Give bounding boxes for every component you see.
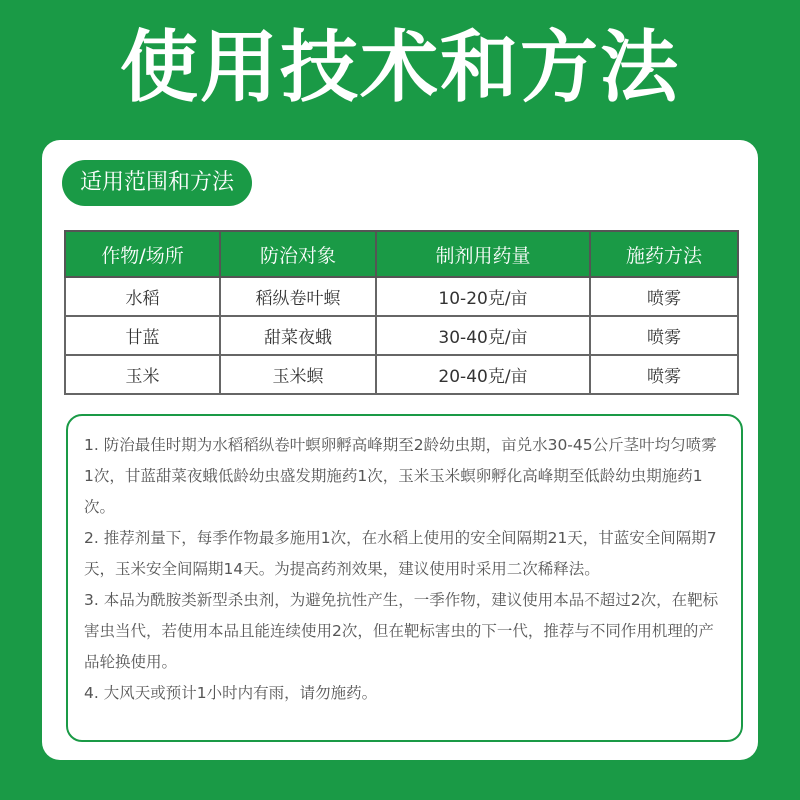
cell-target: 甜菜夜蛾 <box>220 316 376 355</box>
page-title: 使用技术和方法 <box>119 23 680 113</box>
cell-dosage: 10-20克/亩 <box>376 277 590 316</box>
cell-method: 喷雾 <box>590 316 738 355</box>
usage-notes-box <box>66 414 743 742</box>
cell-method: 喷雾 <box>590 355 738 394</box>
note-2: 2. 推荐剂量下，每季作物最多施用1次，在水稻上使用的安全间隔期21天，甘蓝安全间隔期7天，玉米安全间隔期14天。为提高药剂效果，建议使用时采用二次稀释法。 <box>84 529 717 578</box>
cell-method: 喷雾 <box>590 277 738 316</box>
cell-target: 稻纵卷叶螟 <box>220 277 376 316</box>
section-label: 适用范围和方法 <box>62 160 252 206</box>
note-3: 3. 本品为酰胺类新型杀虫剂，为避免抗性产生，一季作物，建议使用本品不超过2次，在靶标害虫当代，若使用本品且能连续使用2次，但在靶标害虫的下一代，推荐与不同作用机理的产品轮换使用。 <box>84 591 719 671</box>
column-header-method: 施药方法 <box>590 231 738 277</box>
note-1: 1. 防治最佳时期为水稻稻纵卷叶螟卵孵高峰期至2龄幼虫期，亩兑水30-45公斤茎叶均匀喷雾1次，甘蓝甜菜夜蛾低龄幼虫盛发期施药1次，玉米玉米螟卵孵化高峰期至低龄幼虫期施药1次。 <box>84 436 717 516</box>
cell-dosage: 30-40克/亩 <box>376 316 590 355</box>
cell-target: 玉米螟 <box>220 355 376 394</box>
note-4: 4. 大风天或预计1小时内有雨，请勿施药。 <box>84 684 378 702</box>
cell-crop: 水稻 <box>65 277 220 316</box>
cell-crop: 玉米 <box>65 355 220 394</box>
cell-crop: 甘蓝 <box>65 316 220 355</box>
column-header-dosage: 制剂用药量 <box>376 231 590 277</box>
table-row <box>65 277 738 316</box>
column-header-crop: 作物/场所 <box>65 231 220 277</box>
usage-table <box>64 230 739 395</box>
table-header-row <box>65 231 738 277</box>
column-header-target: 防治对象 <box>220 231 376 277</box>
cell-dosage: 20-40克/亩 <box>376 355 590 394</box>
content-card <box>42 140 758 760</box>
table-row <box>65 355 738 394</box>
table-row <box>65 316 738 355</box>
